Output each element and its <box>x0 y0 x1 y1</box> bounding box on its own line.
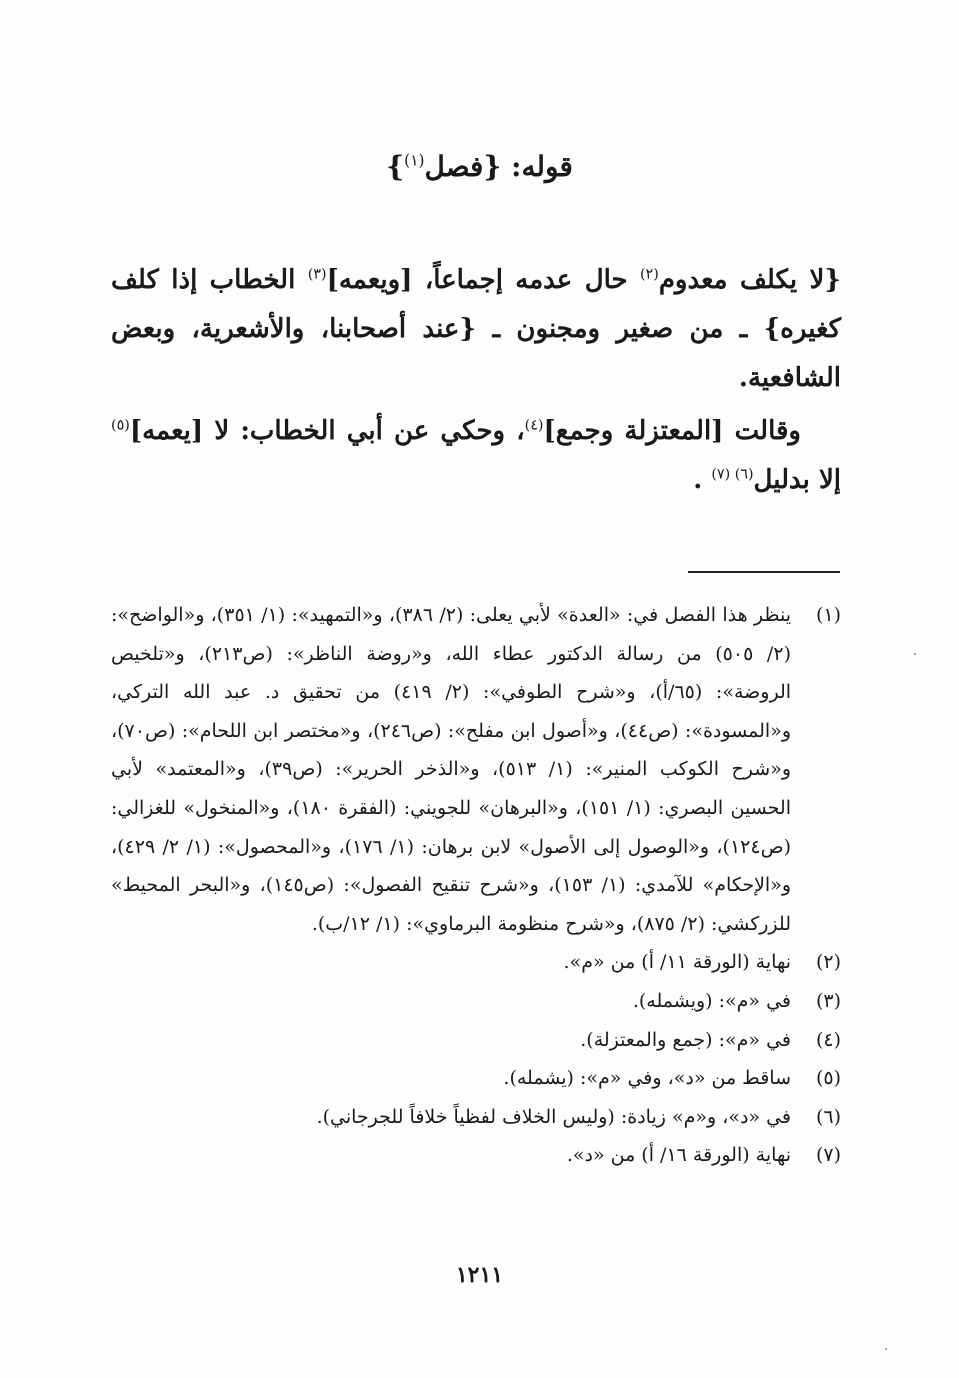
p2-text-4: . <box>693 465 712 495</box>
footnote-item <box>111 1136 841 1175</box>
p2-text-1: وقالت [المعتزلة وجمع] <box>543 416 801 446</box>
footnote-text: في «م»: (ويشمله). <box>632 989 791 1012</box>
footnote-item <box>111 1021 841 1060</box>
footnote-text: ساقط من «د»، وفي «م»: (يشمله). <box>503 1067 791 1090</box>
footnote-text: نهاية (الورقة ١٦/ أ) من «د». <box>566 1144 791 1167</box>
footnote-item <box>111 1059 841 1098</box>
p1-footnote-ref-2: (٢) <box>639 266 659 283</box>
p2-footnote-ref-6-7: (٦) (٧) <box>711 466 754 483</box>
p2-text-3: إلا بدليل <box>753 465 841 495</box>
footnote-number: (٥) <box>815 1067 841 1090</box>
footnote-text: نهاية (الورقة ١١/ أ) من «م». <box>563 951 791 974</box>
main-text <box>111 256 841 505</box>
footnote-item <box>111 943 841 982</box>
footnote-number: (٤) <box>815 1028 841 1051</box>
p2-footnote-ref-4: (٤) <box>524 417 544 434</box>
footnote-text: في «م»: (جمع والمعتزلة). <box>580 1028 791 1051</box>
footnote-item <box>111 982 841 1021</box>
page-number: ١٢١١ <box>455 1262 504 1288</box>
footnotes <box>111 596 841 1175</box>
section-heading <box>0 150 959 183</box>
footnote-number: (٢) <box>815 951 841 974</box>
footnote-separator <box>688 571 840 573</box>
scan-speck <box>885 1348 887 1350</box>
footnote-item <box>111 596 841 943</box>
heading-footnote-ref: (١) <box>404 151 425 170</box>
heading-closing-brace: } <box>386 150 405 183</box>
p1-text-2: حال عدمه إجماعاً، [ويعمه] <box>326 265 640 295</box>
footnote-item <box>111 1098 841 1137</box>
footnote-number: (٧) <box>815 1144 841 1167</box>
footnote-number: (٦) <box>815 1105 841 1128</box>
paragraph-2 <box>111 407 841 505</box>
p1-footnote-ref-3: (٣) <box>307 266 327 283</box>
footnote-text: ينظر هذا الفصل في: «العدة» لأبي يعلى: (٢/ ٣٨٦)، و«التمهيد»: (١/ ٣٥١)، و«الواضح»: (٢/ ٥٠٥) من رسالة الدكتور عطاء الله، و«روضة الناظر»: (ص٢١٣)، و«تلخيص الروضة»: (٦٥/أ)، و«شرح الطوفي»: (٢/ ٤١٩) من تحقيق د. عبد الله التركي، و«المسودة»: (ص٤٤)، و«أصول ابن مفلح»: (ص٢٤٦)، و«مختصر ابن اللحام»: (ص٧٠)، و«شرح الكوكب المنير»: (١/ ٥١٣)، و«الذخر الحرير»: (ص٣٩)، و«المعتمد» لأبي الحسين البصري: (١/ ١٥١)، و«البرهان» للجويني: (الفقرة ١٨٠)، و«المنخول» للغزالي: (ص١٢٤)، و«الوصول إلى الأصول» لابن برهان: (١/ ١٧٦)، و«المحصول»: (١/ ٢/ ٤٢٩)، و«الإحكام» للآمدي: (١/ ١٥٣)، و«شرح تنقيح الفصول»: (ص١٤٥)، و«البحر المحيط» للزركشي: (٢/ ٨٧٥)، و«شرح منظومة البرماوي»: (١/ ١٢/ب). <box>111 604 792 935</box>
p1-text-3: الخطاب إذا كلف كغيره} ـ من صغير ومجنون ـ {عند أصحابنا، والأشعرية، وبعض الشافعية. <box>111 265 841 393</box>
paragraph-1 <box>111 256 841 403</box>
heading-text: قوله: {فصل <box>424 150 573 183</box>
scan-speck <box>914 653 916 655</box>
footnote-number: (١) <box>815 604 841 626</box>
footnote-number: (٣) <box>815 989 841 1012</box>
footnote-text: في «د»، و«م» زيادة: (وليس الخلاف لفظياً خلافاً للجرجاني). <box>316 1105 791 1128</box>
p1-text-1: {لا يكلف معدوم <box>658 265 841 295</box>
p2-text-2: ، وحكي عن أبي الخطاب: لا [يعمه] <box>129 416 525 446</box>
p2-footnote-ref-5: (٥) <box>111 417 130 434</box>
